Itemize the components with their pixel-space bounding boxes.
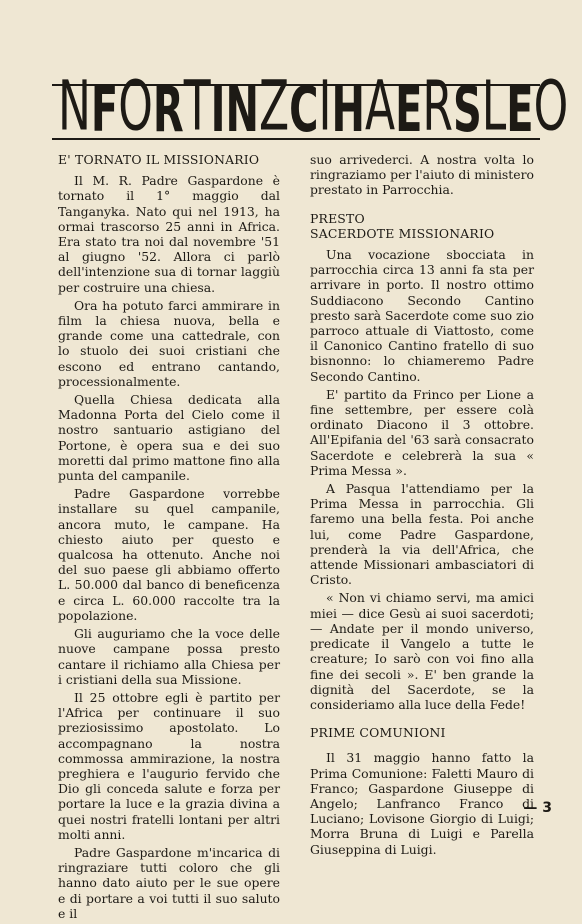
masthead-letter: R: [152, 75, 184, 147]
article-paragraph: Il M. R. Padre Gaspardone è tornato il 1° maggio dal Tanganyka. Nato qui nel 1913, ha ormai trascorso 25 anni in Africa. Era stato tra noi dal novembre '51 al giugno '52. Allora ci parlò dell'intenzione sua di tornar laggiù per costruire una chiesa.: [58, 173, 280, 295]
article-paragraph: Una vocazione sbocciata in parrocchia circa 13 anni fa sta per arrivare in porto. Il nostro ottimo Suddiacono Secondo Cantino presto sarà Sacerdote come suo zio parroco attuale di Viattosto, come il Canonico Cantino fratello di suo bisnonno: lo chiameremo Padre Secondo Cantino.: [310, 247, 534, 384]
masthead-letter: O: [118, 67, 153, 147]
article-paragraph: Gli auguriamo che la voce delle nuove campane possa presto cantare il richiamo alla Chiesa per i cristiani della sua Missione.: [58, 626, 280, 687]
article-paragraph: Ora ha potuto farci ammirare in film la chiesa nuova, bella e grande come una cattedrale, con lo stuolo dei suoi cristiani che escono ed entrano cantando, processionalmente.: [58, 297, 280, 389]
section-heading-presto: PRESTO: [310, 210, 365, 226]
article-paragraph: E' partito da Frinco per Lione a fine settembre, per essere colà ordinato Diacono il 3 ottobre. All'Epifania del '63 sarà consacrato Sacerdote e celebrerà la sua « Prima Messa ».: [310, 386, 534, 478]
masthead-letter: E: [506, 75, 534, 147]
article-paragraph: Il 31 maggio hanno fatto la Prima Comunione: Faletti Mauro di Franco; Gaspardone Giuseppe di Angelo; Lanfranco Franco di Luciano; Lovisone Giorgio di Luigi; Morra Bruna di Luigi e Parella Giuseppina di Luigi.: [310, 750, 534, 857]
article-paragraph: « Non vi chiamo servi, ma amici miei — dice Gesù ai suoi sacerdoti; — Andate per il mondo universo, predicate il Vangelo a tutte le creature; Io sarò con voi fino alla fine dei secoli ». E' ben grande la dignità del Sacerdote, se la consideriamo alla luce della Fede!: [310, 590, 534, 712]
masthead-letter: S: [452, 75, 482, 147]
masthead-letter: N: [225, 75, 259, 147]
article-paragraph: Quella Chiesa dedicata alla Madonna Porta del Cielo come il nostro santuario astigiano del Portone, è opera sua e dei suo moretti dal primo mattone fino alla punta del campanile.: [58, 392, 280, 484]
article-paragraph: Padre Gaspardone vorrebbe installare su quel campanile, ancora muto, le campane. Ha chiesto aiuto per questo e qualcosa ha ottenuto. Anche noi del suo paese gli abbiamo offerto L. 50.000 dal banco di beneficenza e circa L. 60.000 raccolte tra la popolazione.: [58, 486, 280, 623]
right-column: [310, 152, 534, 860]
article-paragraph: Il 25 ottobre egli è partito per l'Africa per continuare il suo preziosissimo apostolato. Lo accompagnano la nostra commossa ammirazione, la nostra preghiera e l'augurio fervido che Dio gli conceda salute e forza per portare la luce e la grazia divina a quei nostri fratelli lontani per altri molti anni.: [58, 689, 280, 842]
masthead-letter: O: [533, 67, 569, 147]
section-heading-missionary: E' TORNATO IL MISSIONARIO: [58, 152, 260, 167]
left-column: [58, 152, 280, 924]
article-paragraph: A Pasqua l'attendiamo per la Prima Messa in parrocchia. Gli faremo una bella festa. Poi anche lui, come Padre Gaspardone, prenderà la via dell'Africa, che attende Missionari ambasciatori di Cristo.: [310, 481, 534, 588]
masthead-letter: R: [422, 67, 453, 147]
masthead-letter: N: [58, 67, 91, 147]
section-heading-comunioni: PRIME COMUNIONI: [310, 725, 446, 741]
masthead-letter: I: [318, 67, 332, 147]
page-number: — 3: [523, 800, 552, 816]
article-continuation: suo arrivederci. A nostra volta lo ringraziamo per l'aiuto di ministero prestato in Parrocchia.: [310, 152, 534, 198]
masthead-letter: F: [90, 75, 119, 147]
masthead-letter: L: [481, 67, 507, 147]
masthead-letters: [58, 58, 569, 147]
article-paragraph: Padre Gaspardone m'incarica di ringraziare tutti coloro che gli hanno dato aiuto per le sue opere e di portare a voi tutti il suo saluto e il: [58, 844, 280, 921]
masthead-letter: A: [364, 67, 396, 147]
masthead-letter: Z: [258, 67, 290, 147]
section-heading-sacerdote: SACERDOTE MISSIONARIO: [310, 225, 495, 241]
masthead-letter: E: [395, 75, 423, 147]
masthead-title: [52, 58, 569, 147]
masthead-letter: I: [210, 75, 226, 147]
masthead-letter: H: [331, 75, 365, 147]
masthead-letter: C: [289, 75, 319, 147]
masthead-letter: T: [183, 67, 211, 147]
